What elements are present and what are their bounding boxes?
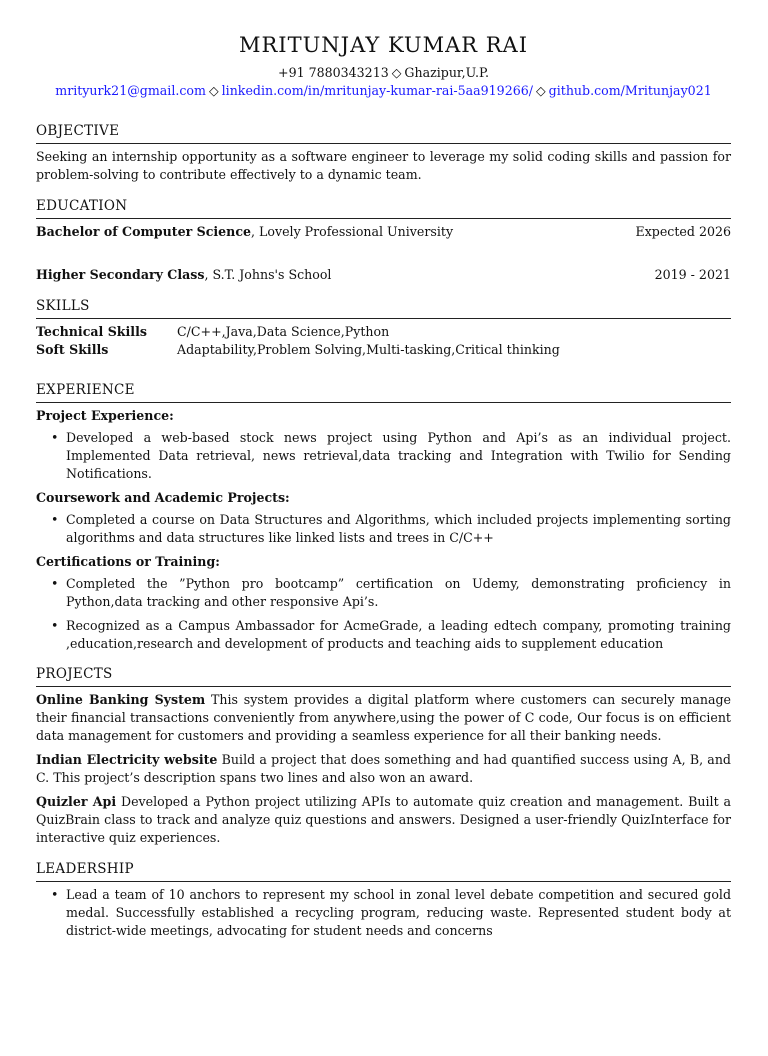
project-description: Build a project that does something and had quantified success using A, B, and C. This project’s description spans two lines and also won an award. — [36, 752, 731, 785]
leadership-heading: LEADERSHIP — [36, 861, 134, 877]
degree: Higher Secondary Class — [36, 267, 205, 282]
section-divider — [36, 218, 731, 219]
experience-subheading: Certifications or Training: — [36, 554, 220, 569]
bullet-icon: • — [51, 576, 59, 591]
section-divider — [36, 881, 731, 882]
list-item: • Developed a web-based stock news project using Python and Api’s as an individual project. Implemented Data retrieval, news retrieval,data tracking and Integration with Twilio for Sending Notifications. — [51, 430, 731, 481]
github-link[interactable]: github.com/Mritunjay021 — [548, 83, 712, 98]
project-entry — [36, 793, 731, 847]
list-item: • Completed the ”Python pro bootcamp” certification on Udemy, demonstrating proficiency in Python,data tracking and other responsive Api’s. — [51, 576, 731, 609]
candidate-name: MRITUNJAY KUMAR RAI — [238, 33, 529, 57]
skill-value: Adaptability,Problem Solving,Multi-tasking,Critical thinking — [177, 342, 560, 357]
location: Ghazipur,U.P. — [404, 65, 489, 80]
project-entry — [36, 691, 731, 745]
section-divider — [36, 143, 731, 144]
project-name: Quizler Api — [36, 794, 117, 809]
list-item: • Recognized as a Campus Ambassador for AcmeGrade, a leading edtech company, promoting training ,education,research and development of products and teaching aids to supplement education — [51, 618, 731, 651]
objective-text: Seeking an internship opportunity as a software engineer to leverage my solid coding skills and passion for problem-solving to contribute effectively to a dynamic team. — [36, 149, 731, 182]
objective-heading: OBJECTIVE — [36, 123, 120, 139]
experience-subheading: Project Experience: — [36, 408, 174, 423]
education-date: Expected 2026 — [635, 224, 731, 239]
resume-page — [0, 32, 768, 1056]
experience-subheading: Coursework and Academic Projects: — [36, 490, 290, 505]
education-entry — [36, 266, 731, 284]
separator-diamond-icon: ◇ — [391, 65, 402, 80]
skill-label: Technical Skills — [36, 324, 147, 339]
section-divider — [36, 318, 731, 319]
education-heading: EDUCATION — [36, 198, 128, 214]
project-entry — [36, 751, 731, 787]
list-item: • Lead a team of 10 anchors to represent my school in zonal level debate competition and secured gold medal. Successfully established a recycling program, reducing waste. Represented student body at district-wide meetings, advocating for student needs and concerns — [51, 887, 731, 938]
project-description: This system provides a digital platform where customers can securely manage their financial transactions conveniently from anywhere,using the power of C code, Our focus is on efficient data management for customers and providing a seamless experience for all their banking needs. — [36, 692, 731, 743]
list-item: • Completed a course on Data Structures and Algorithms, which included projects implementing sorting algorithms and data structures like linked lists and trees in C/C++ — [51, 512, 731, 545]
bullet-list — [36, 511, 731, 547]
experience-heading: EXPERIENCE — [36, 382, 135, 398]
bullet-list — [36, 575, 731, 653]
skills-table — [36, 323, 731, 359]
links-line — [36, 82, 731, 100]
separator-diamond-icon: ◇ — [208, 83, 219, 98]
education-entry — [36, 223, 731, 241]
projects-heading: PROJECTS — [36, 666, 113, 682]
separator-diamond-icon: ◇ — [535, 83, 546, 98]
section-divider — [36, 686, 731, 687]
school: , Lovely Professional University — [251, 224, 454, 239]
contact-line — [36, 64, 731, 82]
email-link[interactable]: mrityurk21@gmail.com — [55, 83, 206, 98]
education-date: 2019 - 2021 — [654, 267, 731, 282]
bullet-icon: • — [51, 512, 59, 527]
skill-value: C/C++,Java,Data Science,Python — [177, 324, 390, 339]
bullet-icon: • — [51, 887, 59, 902]
bullet-list — [36, 886, 731, 940]
school: , S.T. Johns's School — [204, 267, 332, 282]
bullet-list — [36, 429, 731, 483]
degree: Bachelor of Computer Science — [36, 224, 252, 239]
phone-number: +91 7880343213 — [278, 65, 389, 80]
skills-heading: SKILLS — [36, 298, 90, 314]
project-description: Developed a Python project utilizing APIs to automate quiz creation and management. Built a QuizBrain class to track and analyze quiz questions and answers. Designed a user-friendly QuizInterface for interactive quiz experiences. — [36, 794, 732, 845]
section-divider — [36, 402, 731, 403]
project-name: Online Banking System — [36, 692, 206, 707]
bullet-icon: • — [51, 618, 59, 633]
project-name: Indian Electricity website — [36, 752, 218, 767]
skill-label: Soft Skills — [36, 342, 109, 357]
bullet-icon: • — [51, 430, 59, 445]
linkedin-link[interactable]: linkedin.com/in/mritunjay-kumar-rai-5aa919266/ — [221, 83, 533, 98]
